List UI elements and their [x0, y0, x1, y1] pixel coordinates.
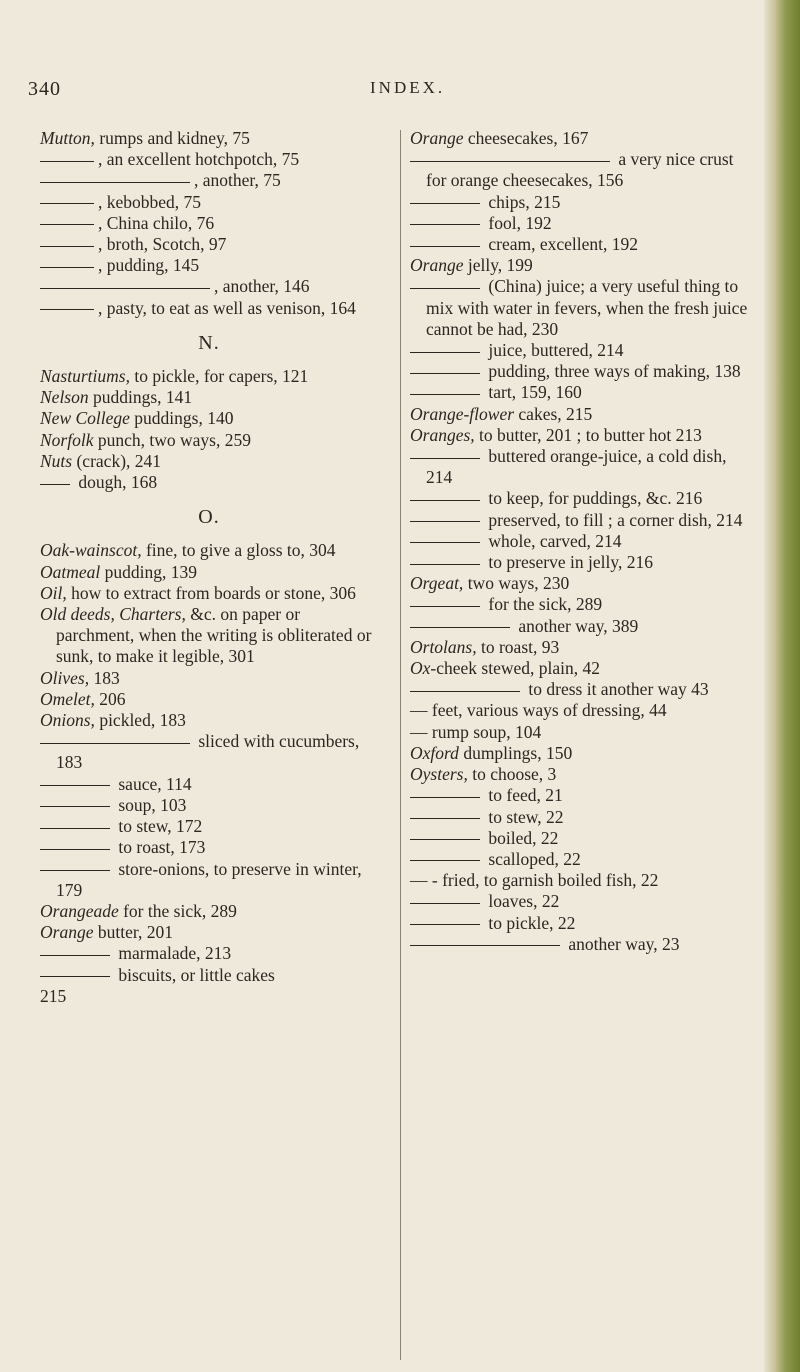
- index-entry: [40, 943, 378, 964]
- index-entry: [410, 637, 752, 658]
- index-entry: [40, 213, 378, 234]
- entry-text: boiled, 22: [484, 827, 559, 848]
- entry-headword: Norfolk: [40, 429, 94, 450]
- entry-headword: Oak-wainscot,: [40, 540, 142, 561]
- index-entry: [40, 562, 378, 583]
- index-entry: [40, 965, 378, 986]
- entry-headword: Orgeat,: [410, 573, 464, 594]
- index-entry: [410, 255, 752, 276]
- entry-headword: Nelson: [40, 387, 89, 408]
- entry-text: store-onions, to preserve in winter, 179: [56, 858, 362, 900]
- entry-text: sauce, 114: [114, 773, 192, 794]
- entry-text: 215: [40, 985, 67, 1006]
- ditto-rule: [410, 860, 480, 861]
- ditto-rule: [410, 246, 480, 247]
- running-head: INDEX.: [370, 78, 446, 97]
- entry-text: (crack), 241: [72, 450, 162, 471]
- entry-text: punch, two ways, 259: [93, 429, 251, 450]
- ditto-rule: [40, 976, 110, 977]
- entry-text: to pickle, 22: [484, 912, 576, 933]
- entry-text: rumps and kidney, 75: [94, 128, 250, 148]
- entry-text: another way, 389: [514, 615, 639, 636]
- index-entry: [410, 361, 752, 382]
- entry-text: to pickle, for capers, 121: [129, 366, 309, 387]
- index-entry: [410, 573, 752, 594]
- index-entry: [410, 128, 752, 149]
- entry-text: — feet, various ways of dressing, 44: [410, 700, 667, 721]
- index-entry: [40, 837, 378, 858]
- index-entry: [40, 583, 378, 604]
- entry-text: 183: [89, 667, 120, 688]
- index-entry: [410, 213, 752, 234]
- index-entry: [410, 510, 752, 531]
- ditto-rule: [410, 564, 480, 565]
- index-entry: [410, 934, 752, 955]
- section-letter: O.: [198, 506, 220, 529]
- index-entry: [40, 859, 378, 901]
- entry-text: to feed, 21: [484, 785, 563, 806]
- page-edge: [764, 0, 800, 1372]
- entry-text: juice, buttered, 214: [484, 340, 624, 361]
- ditto-rule: [40, 246, 94, 247]
- index-entry: [40, 731, 378, 773]
- entry-headword: Mutton,: [40, 128, 95, 148]
- entry-text: — rump soup, 104: [410, 721, 542, 742]
- entry-text: cakes, 215: [514, 403, 593, 424]
- ditto-rule: [410, 394, 480, 395]
- entry-headword: Oil,: [40, 582, 67, 603]
- entry-text: , another, 75: [194, 170, 281, 191]
- index-entry: [410, 382, 752, 403]
- entry-headword: Orange: [410, 128, 464, 148]
- entry-text: , China chilo, 76: [98, 212, 215, 233]
- entry-text: pickled, 183: [94, 710, 186, 731]
- index-entry: [410, 488, 752, 509]
- index-entry: [40, 689, 378, 710]
- entry-text: -cheek stewed, plain, 42: [430, 658, 600, 679]
- index-entry: [410, 891, 752, 912]
- entry-text: , another, 146: [214, 276, 310, 297]
- index-entry: [40, 816, 378, 837]
- ditto-rule: [40, 785, 110, 786]
- ditto-rule: [40, 288, 210, 289]
- entry-headword: Onions,: [40, 710, 95, 731]
- entry-headword: Orange: [410, 255, 464, 276]
- entry-text: sliced with cucumbers, 183: [56, 731, 360, 773]
- entry-headword: Oranges,: [410, 424, 475, 445]
- index-entry: [410, 425, 752, 446]
- entry-text: soup, 103: [114, 794, 187, 815]
- entry-text: dumplings, 150: [458, 742, 573, 763]
- ditto-rule: [410, 606, 480, 607]
- ditto-rule: [40, 182, 190, 183]
- ditto-rule: [410, 458, 480, 459]
- index-entry: [410, 552, 752, 573]
- index-entry: [40, 922, 378, 943]
- entry-text: &c. on paper or parchment, when the writing is obliterated or sunk, to make it legible, 301: [56, 604, 372, 667]
- entry-text: preserved, to fill ; a corner dish, 214: [484, 509, 743, 530]
- entry-text: pudding, three ways of making, 138: [484, 361, 741, 382]
- entry-headword: Olives,: [40, 667, 90, 688]
- index-entry: [410, 679, 752, 700]
- column-divider: [400, 130, 401, 1360]
- entry-text: fine, to give a gloss to, 304: [141, 540, 336, 561]
- index-entry: [40, 451, 378, 472]
- ditto-rule: [40, 161, 94, 162]
- ditto-rule: [40, 743, 190, 744]
- index-entry: [40, 298, 378, 319]
- entry-text: scalloped, 22: [484, 848, 581, 869]
- entry-headword: Nuts: [40, 450, 73, 471]
- index-entry: [410, 764, 752, 785]
- entry-text: , pudding, 145: [98, 255, 200, 276]
- index-entry: [40, 774, 378, 795]
- entry-text: , broth, Scotch, 97: [98, 234, 227, 255]
- index-entry: [40, 472, 378, 493]
- entry-text: chips, 215: [484, 191, 561, 212]
- index-entry: [40, 710, 378, 731]
- ditto-rule: [410, 352, 480, 353]
- ditto-rule: [410, 542, 480, 543]
- index-entry: [40, 149, 378, 170]
- ditto-rule: [410, 924, 480, 925]
- entry-headword: New College: [40, 408, 130, 429]
- entry-headword: Ortolans,: [410, 636, 477, 657]
- ditto-rule: [40, 267, 94, 268]
- index-column-right: [410, 128, 752, 955]
- ditto-rule: [410, 818, 480, 819]
- entry-headword: Oxford: [410, 742, 459, 763]
- entry-headword: Orange: [40, 922, 94, 943]
- index-entry: [40, 668, 378, 689]
- entry-text: for the sick, 289: [484, 594, 603, 615]
- entry-text: pudding, 139: [100, 561, 198, 582]
- ditto-rule: [410, 373, 480, 374]
- index-entry: [410, 594, 752, 615]
- entry-text: cream, excellent, 192: [484, 234, 639, 255]
- ditto-rule: [410, 797, 480, 798]
- ditto-rule: [40, 955, 110, 956]
- ditto-rule: [40, 806, 110, 807]
- entry-text: whole, carved, 214: [484, 530, 622, 551]
- entry-text: buttered orange-juice, a cold dish, 214: [426, 446, 727, 488]
- index-entry: [410, 807, 752, 828]
- ditto-rule: [40, 828, 110, 829]
- ditto-rule: [410, 203, 480, 204]
- index-entry: [410, 446, 752, 488]
- ditto-rule: [410, 691, 520, 692]
- entry-headword: Nasturtiums,: [40, 366, 130, 387]
- index-entry: [40, 128, 378, 149]
- index-entry: [40, 255, 378, 276]
- index-entry: [410, 700, 752, 721]
- index-entry: [410, 340, 752, 361]
- entry-headword: Ox: [410, 658, 431, 679]
- index-entry: [410, 828, 752, 849]
- index-entry: [410, 234, 752, 255]
- entry-text: fool, 192: [484, 212, 552, 233]
- entry-headword: Oatmeal: [40, 561, 101, 582]
- entry-text: (China) juice; a very useful thing to mix with water in fevers, when the fresh juice cannot be had, 230: [426, 276, 748, 339]
- index-entry: [410, 849, 752, 870]
- index-entry: [40, 366, 378, 387]
- ditto-rule: [40, 849, 110, 850]
- entry-text: how to extract from boards or stone, 306: [66, 582, 356, 603]
- entry-text: a very nice crust for orange cheesecakes, 156: [426, 149, 734, 191]
- page-header: [28, 78, 748, 108]
- index-entry: [410, 616, 752, 637]
- entry-text: jelly, 199: [463, 255, 533, 276]
- entry-headword: Orangeade: [40, 900, 119, 921]
- ditto-rule: [410, 627, 510, 628]
- ditto-rule: [410, 839, 480, 840]
- ditto-rule: [410, 500, 480, 501]
- entry-text: another way, 23: [564, 933, 680, 954]
- ditto-rule: [410, 161, 610, 162]
- index-entry: [40, 276, 378, 297]
- index-entry: [40, 604, 378, 668]
- entry-text: , pasty, to eat as well as venison, 164: [98, 297, 356, 318]
- index-entry: [410, 149, 752, 191]
- entry-text: , an excellent hotchpotch, 75: [98, 149, 300, 170]
- entry-headword: Orange-flower: [410, 403, 515, 424]
- ditto-rule: [40, 224, 94, 225]
- ditto-rule: [410, 288, 480, 289]
- entry-headword: Oysters,: [410, 764, 468, 785]
- index-entry: [410, 531, 752, 552]
- entry-text: to butter, 201 ; to butter hot 213: [474, 424, 702, 445]
- index-entry: [40, 901, 378, 922]
- entry-text: biscuits, or little cakes: [114, 964, 275, 985]
- index-entry: [40, 430, 378, 451]
- entry-text: to stew, 22: [484, 806, 564, 827]
- entry-headword: Omelet,: [40, 688, 95, 709]
- entry-text: to roast, 93: [476, 636, 560, 657]
- ditto-rule: [40, 870, 110, 871]
- entry-text: puddings, 141: [88, 387, 193, 408]
- section-letter: N.: [198, 331, 220, 354]
- entry-text: loaves, 22: [484, 891, 560, 912]
- entry-text: to choose, 3: [467, 764, 557, 785]
- index-entry: [410, 870, 752, 891]
- index-entry: [40, 795, 378, 816]
- entry-text: , kebobbed, 75: [98, 191, 202, 212]
- index-entry: [40, 387, 378, 408]
- index-entry: [40, 408, 378, 429]
- entry-text: two ways, 230: [463, 573, 570, 594]
- entry-text: to keep, for puddings, &c. 216: [484, 488, 703, 509]
- ditto-rule: [410, 903, 480, 904]
- index-entry: [40, 986, 378, 1007]
- ditto-rule: [410, 521, 480, 522]
- index-entry: [40, 192, 378, 213]
- index-entry: [410, 276, 752, 340]
- index-entry: [410, 913, 752, 934]
- ditto-rule: [410, 945, 560, 946]
- index-entry: [410, 404, 752, 425]
- ditto-rule: [40, 203, 94, 204]
- entry-text: dough, 168: [74, 472, 158, 493]
- page-number: 340: [28, 78, 61, 100]
- index-entry: [410, 743, 752, 764]
- index-entry: [410, 785, 752, 806]
- entry-text: 206: [94, 688, 126, 709]
- entry-text: to dress it another way 43: [524, 679, 709, 700]
- index-entry: [40, 540, 378, 561]
- index-column-left: [40, 128, 378, 1007]
- index-entry: [410, 722, 752, 743]
- entry-text: tart, 159, 160: [484, 382, 582, 403]
- entry-text: marmalade, 213: [114, 943, 232, 964]
- ditto-rule: [410, 224, 480, 225]
- entry-text: to preserve in jelly, 216: [484, 552, 653, 573]
- ditto-rule: [40, 309, 94, 310]
- entry-text: puddings, 140: [129, 408, 234, 429]
- entry-text: to stew, 172: [114, 816, 203, 837]
- entry-text: — - fried, to garnish boiled fish, 22: [410, 870, 659, 891]
- entry-text: for the sick, 289: [118, 900, 237, 921]
- entry-text: butter, 201: [93, 922, 173, 943]
- entry-text: to roast, 173: [114, 837, 206, 858]
- ditto-rule: [40, 484, 70, 485]
- index-entry: [40, 234, 378, 255]
- entry-headword: Old deeds, Charters,: [40, 604, 186, 625]
- index-entry: [40, 170, 378, 191]
- entry-text: cheesecakes, 167: [463, 128, 589, 148]
- index-entry: [410, 658, 752, 679]
- index-entry: [410, 192, 752, 213]
